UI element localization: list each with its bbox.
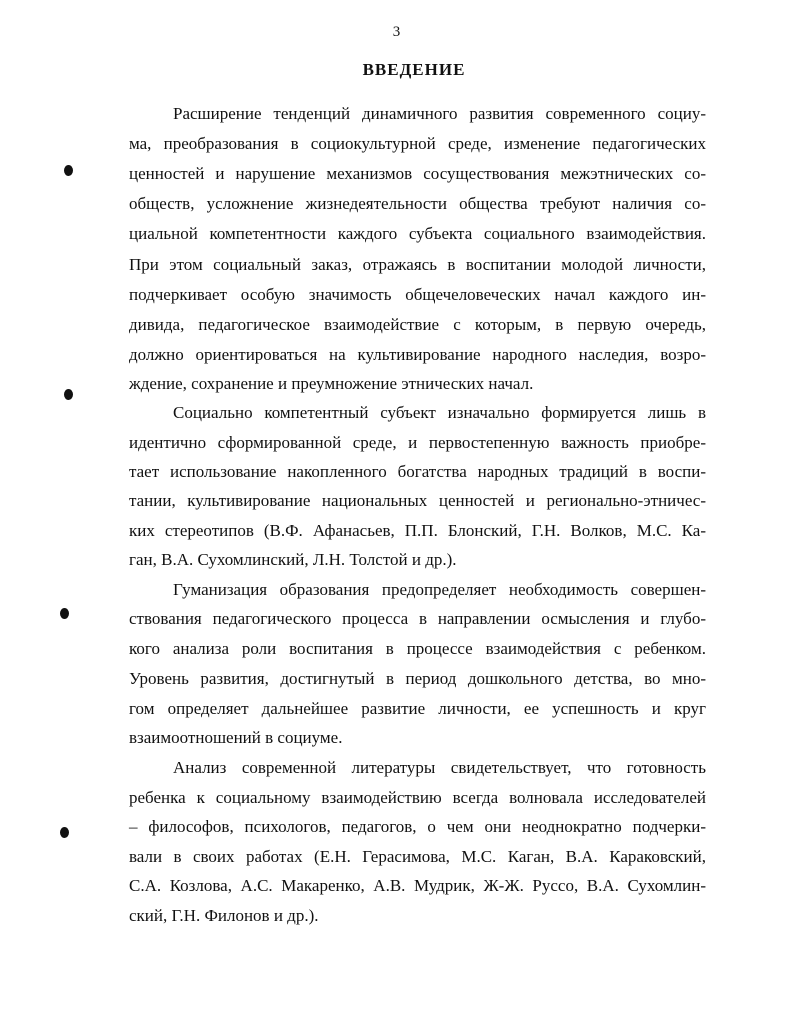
text-line: обществ, усложнение жизнедеятельности общества требуют наличия со- — [129, 194, 706, 213]
text-line: тании, культивирование национальных ценностей и регионально-этничес- — [129, 491, 706, 510]
text-line: – философов, психологов, педагогов, о чем они неоднократно подчерки- — [129, 817, 706, 836]
text-line: подчеркивает особую значимость общечеловеческих начал каждого ин- — [129, 285, 706, 304]
text-line: циальной компетентности каждого субъекта социального взаимодействия. — [129, 224, 706, 243]
text-line: ценностей и нарушение механизмов сосуществования межэтнических со- — [129, 164, 706, 183]
text-line: При этом социальный заказ, отражаясь в воспитании молодой личности, — [129, 255, 706, 274]
binder-hole-mark — [64, 389, 73, 400]
text-line: тает использование накопленного богатства народных традиций в воспи- — [129, 462, 706, 481]
text-line: ребенка к социальному взаимодействию всегда волновала исследователей — [129, 788, 706, 807]
text-line: Расширение тенденций динамичного развития современного социу- — [173, 104, 706, 123]
page-heading: ВВЕДЕНИЕ — [362, 60, 466, 79]
text-line: С.А. Козлова, А.С. Макаренко, А.В. Мудрик, Ж-Ж. Руссо, В.А. Сухомлин- — [129, 876, 706, 895]
text-line: Гуманизация образования предопределяет необходимость совершен- — [173, 580, 706, 599]
text-line: ждение, сохранение и преумножение этнических начал. — [129, 374, 534, 393]
text-line: гом определяет дальнейшее развитие личности, ее успешность и круг — [129, 699, 706, 718]
binder-hole-mark — [60, 827, 69, 838]
text-line: ский, Г.Н. Филонов и др.). — [129, 906, 319, 925]
text-line: ких стереотипов (В.Ф. Афанасьев, П.П. Блонский, Г.Н. Волков, М.С. Ка- — [129, 521, 706, 540]
text-line: ган, В.А. Сухомлинский, Л.Н. Толстой и др.). — [129, 550, 457, 569]
text-line: взаимоотношений в социуме. — [129, 728, 343, 747]
text-line: дивида, педагогическое взаимодействие с которым, в первую очередь, — [129, 315, 706, 334]
binder-hole-mark — [60, 608, 69, 619]
text-line: должно ориентироваться на культивирование народного наследия, возро- — [129, 345, 706, 364]
text-line: ма, преобразования в социокультурной среде, изменение педагогических — [129, 134, 706, 153]
text-line: кого анализа роли воспитания в процессе взаимодействия с ребенком. — [129, 639, 706, 658]
text-line: Социально компетентный субъект изначально формируется лишь в — [173, 403, 706, 422]
page-number: 3 — [392, 24, 401, 40]
binder-hole-mark — [64, 165, 73, 176]
text-line: ствования педагогического процесса в направлении осмысления и глубо- — [129, 609, 706, 628]
text-line: Уровень развития, достигнутый в период дошкольного детства, во мно- — [129, 669, 706, 688]
text-line: идентично сформированной среде, и первостепенную важность приобре- — [129, 433, 706, 452]
text-line: Анализ современной литературы свидетельствует, что готовность — [173, 758, 706, 777]
text-line: вали в своих работах (Е.Н. Герасимова, М.С. Каган, В.А. Караковский, — [129, 847, 706, 866]
